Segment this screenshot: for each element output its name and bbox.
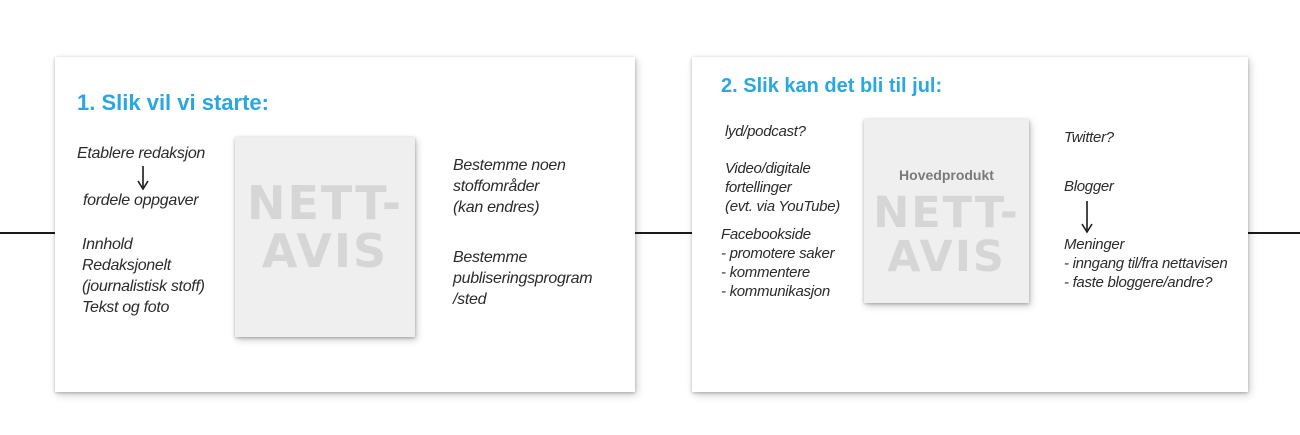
card-start bbox=[55, 57, 635, 392]
arrow-down-icon bbox=[1079, 200, 1095, 234]
card-christmas bbox=[692, 57, 1248, 392]
note-blogger: Blogger bbox=[1064, 178, 1114, 195]
note-twitter: Twitter? bbox=[1064, 129, 1114, 146]
note-facebook: Facebookside - promotere saker - kommentere - kommunikasjon bbox=[721, 226, 835, 300]
card-title: 1. Slik vil vi starte: bbox=[77, 90, 269, 115]
nettavis-wordmark: NETT- AVIS bbox=[246, 176, 404, 278]
note-assign-tasks: fordele oppgaver bbox=[83, 192, 199, 209]
note-podcast: lyd/podcast? bbox=[725, 123, 806, 140]
nettavis-wordmark: NETT- AVIS bbox=[873, 188, 1020, 282]
note-establish-editorial: Etablere redaksjon bbox=[77, 145, 206, 162]
note-content: Innhold Redaksjonelt (journalistisk stoff) Tekst og foto bbox=[82, 236, 205, 316]
product-box-nettavis bbox=[235, 137, 415, 337]
main-product-label: Hovedprodukt bbox=[899, 167, 994, 183]
arrow-down-icon bbox=[135, 165, 151, 191]
note-publishing-program: Bestemme publiseringsprogram /sted bbox=[453, 249, 593, 308]
note-subject-areas: Bestemme noen stoffområder (kan endres) bbox=[453, 157, 566, 216]
card-title: 2. Slik kan det bli til jul: bbox=[721, 75, 943, 97]
note-opinions: Meninger - inngang til/fra nettavisen - faste bloggere/andre? bbox=[1064, 236, 1228, 291]
note-video: Video/digitale fortellinger (evt. via YouTube) bbox=[725, 160, 840, 215]
product-box-main bbox=[864, 119, 1029, 303]
